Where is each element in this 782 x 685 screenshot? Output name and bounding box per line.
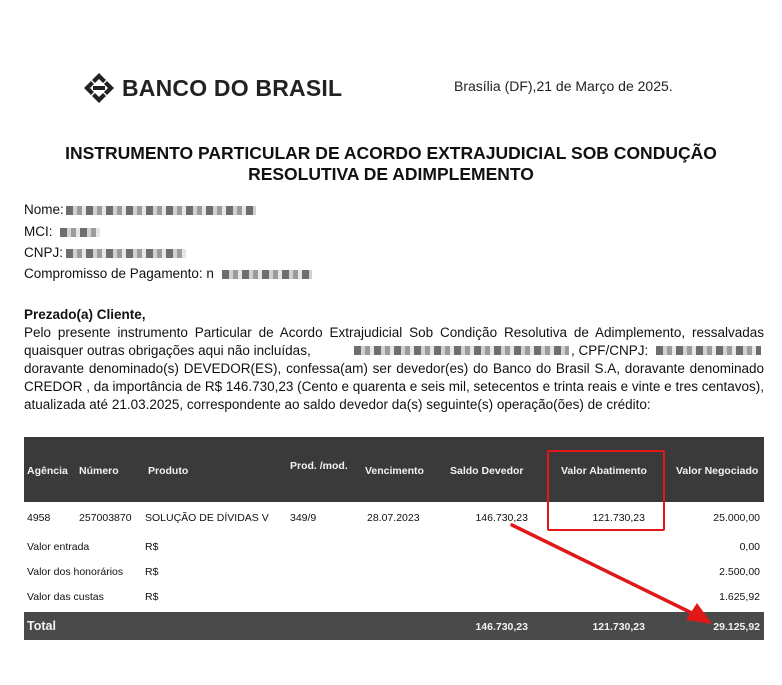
col-valor-abatimento: Valor Abatimento — [561, 465, 647, 477]
col-agencia: Agência — [27, 465, 68, 477]
cell-prod-mod: 349/9 — [290, 512, 317, 524]
redacted-cnpj — [66, 249, 186, 258]
col-numero: Número — [79, 465, 119, 477]
greeting: Prezado(a) Cliente, — [24, 307, 146, 322]
letter-line-1: Pelo presente instrumento Particular de Acordo Extrajudicial Sob Condição Resolutiva de Adimplemento, ressalvadas — [24, 325, 764, 340]
cell-agencia: 4958 — [27, 512, 51, 524]
total-valor-abatimento: 121.730,23 — [592, 621, 645, 633]
highlight-box-valor-abatimento — [547, 450, 665, 531]
extra-currency-custas: R$ — [145, 591, 159, 603]
extra-value-entrada: 0,00 — [739, 541, 760, 553]
cell-valor-negociado: 25.000,00 — [713, 512, 760, 524]
extra-currency-entrada: R$ — [145, 541, 159, 553]
extra-currency-honorarios: R$ — [145, 566, 159, 578]
col-prod-mod: Prod. /mod. — [290, 460, 348, 472]
extra-label-entrada: Valor entrada — [27, 541, 90, 553]
redacted-name — [66, 206, 256, 215]
total-row — [24, 612, 764, 640]
letter-line-2b: , CPF/CNPJ: — [571, 343, 649, 358]
total-saldo-devedor: 146.730,23 — [475, 621, 528, 633]
cell-produto: SOLUÇÃO DE DÍVIDAS V — [145, 512, 269, 524]
total-valor-negociado: 29.125,92 — [713, 621, 760, 633]
extra-value-custas: 1.625,92 — [719, 591, 760, 603]
nome-label: Nome: — [24, 202, 64, 217]
compromisso-label: Compromisso de Pagamento: n — [24, 266, 214, 281]
document-title-line-2: RESOLUTIVA DE ADIMPLEMENTO — [248, 164, 534, 184]
banco-do-brasil-logo-icon — [84, 73, 114, 103]
redacted-compromisso — [222, 270, 312, 279]
cell-vencimento: 28.07.2023 — [367, 512, 420, 524]
letter-line-2 — [24, 342, 764, 360]
col-valor-negociado: Valor Negociado — [676, 465, 759, 477]
letter-body — [24, 324, 764, 414]
col-vencimento: Vencimento — [365, 465, 424, 477]
cnpj-label: CNPJ: — [24, 245, 64, 260]
col-saldo-devedor: Saldo Devedor — [450, 465, 524, 477]
letter-line-2a: quaisquer outras obrigações aqui não incluídas, — [24, 343, 311, 358]
cell-valor-abatimento: 121.730,23 — [592, 512, 645, 524]
extra-label-honorarios: Valor dos honorários — [27, 566, 124, 578]
letter-line-5: atualizada até 21.03.2025, correspondente ao saldo devedor da(s) seguinte(s) operação(ões) de crédito: — [24, 397, 651, 412]
bank-logo — [84, 73, 342, 103]
redacted-cpf-cnpj — [656, 346, 761, 355]
total-label: Total — [27, 619, 56, 633]
extra-value-honorarios: 2.500,00 — [719, 566, 760, 578]
bank-name: BANCO DO BRASIL — [122, 74, 343, 101]
cell-saldo-devedor: 146.730,23 — [475, 512, 528, 524]
letter-line-4: CREDOR , da importância de R$ 146.730,23 (Cento e quarenta e seis mil, setecentos e trinta reais e vinte e tres centavos), — [24, 379, 764, 394]
document-date: Brasília (DF),21 de Março de 2025. — [454, 78, 673, 94]
mci-label: MCI: — [24, 224, 53, 239]
redacted-mci — [60, 228, 100, 237]
cell-numero: 257003870 — [79, 512, 132, 524]
redacted-debtor — [354, 346, 569, 355]
col-produto: Produto — [148, 465, 189, 477]
letter-line-3: doravante denominado(s) DEVEDOR(ES), confessa(am) ser devedor(es) do Banco do Brasil S.A, doravante denominado — [24, 361, 764, 376]
document-title-line-1: INSTRUMENTO PARTICULAR DE ACORDO EXTRAJUDICIAL SOB CONDUÇÃO — [65, 143, 717, 163]
extra-label-custas: Valor das custas — [27, 591, 104, 603]
